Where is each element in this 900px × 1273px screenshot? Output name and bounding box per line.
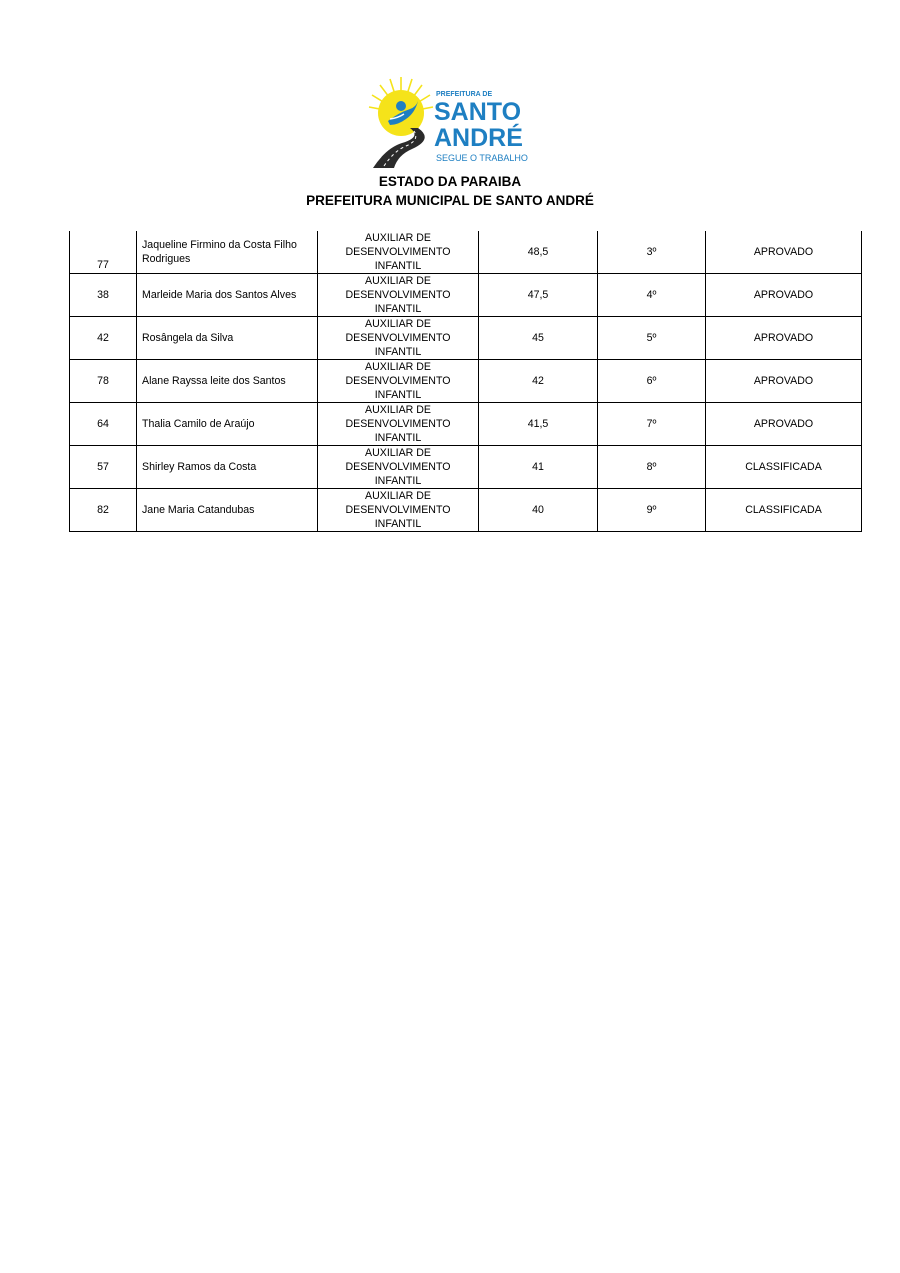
posicao-cell: 4º: [598, 274, 706, 317]
nota-cell: 41,5: [479, 403, 598, 446]
svg-text:ANDRÉ: ANDRÉ: [434, 124, 523, 152]
posicao-cell: 8º: [598, 446, 706, 489]
posicao-cell: 5º: [598, 317, 706, 360]
nome-cell: Alane Rayssa leite dos Santos: [137, 360, 318, 403]
state-title: ESTADO DA PARAIBA: [378, 174, 522, 189]
cargo-cell: AUXILIAR DE DESENVOLVIMENTO INFANTIL: [318, 360, 479, 403]
nome-cell: Thalia Camilo de Araújo: [137, 403, 318, 446]
inscricao-cell: 82: [70, 489, 137, 532]
situacao-cell: CLASSIFICADA: [706, 489, 862, 532]
posicao-cell: 9º: [598, 489, 706, 532]
table-row: [70, 489, 862, 532]
svg-text:SANTO: SANTO: [434, 98, 522, 126]
nota-cell: 42: [479, 360, 598, 403]
posicao-cell: 3º: [598, 231, 706, 274]
situacao-cell: APROVADO: [706, 403, 862, 446]
table-row: [70, 360, 862, 403]
inscricao-cell: 77: [70, 231, 137, 274]
nota-cell: 40: [479, 489, 598, 532]
nome-cell: Marleide Maria dos Santos Alves: [137, 274, 318, 317]
nota-cell: 48,5: [479, 231, 598, 274]
inscricao-cell: 57: [70, 446, 137, 489]
prefeitura-logo: [368, 73, 532, 169]
posicao-cell: 7º: [598, 403, 706, 446]
results-table: [69, 231, 862, 532]
table-row: [70, 446, 862, 489]
posicao-cell: 6º: [598, 360, 706, 403]
nota-cell: 41: [479, 446, 598, 489]
cargo-cell: AUXILIAR DE DESENVOLVIMENTO INFANTIL: [318, 403, 479, 446]
nome-cell: Shirley Ramos da Costa: [137, 446, 318, 489]
cargo-cell: AUXILIAR DE DESENVOLVIMENTO INFANTIL: [318, 446, 479, 489]
table-row: [70, 403, 862, 446]
nome-cell: Jaqueline Firmino da Costa Filho Rodrigues: [137, 231, 318, 274]
table-row: [70, 274, 862, 317]
municipality-title: PREFEITURA MUNICIPAL DE SANTO ANDRÉ: [306, 193, 594, 208]
table-row: [70, 231, 862, 274]
situacao-cell: APROVADO: [706, 274, 862, 317]
nome-cell: Jane Maria Catandubas: [137, 489, 318, 532]
inscricao-cell: 42: [70, 317, 137, 360]
inscricao-cell: 38: [70, 274, 137, 317]
cargo-cell: AUXILIAR DE DESENVOLVIMENTO INFANTIL: [318, 274, 479, 317]
inscricao-cell: 64: [70, 403, 137, 446]
document-header: [0, 172, 900, 210]
svg-text:PREFEITURA DE: PREFEITURA DE: [436, 91, 493, 98]
inscricao-cell: 78: [70, 360, 137, 403]
cargo-cell: AUXILIAR DE DESENVOLVIMENTO INFANTIL: [318, 317, 479, 360]
cargo-cell: AUXILIAR DE DESENVOLVIMENTO INFANTIL: [318, 489, 479, 532]
cargo-cell: AUXILIAR DE DESENVOLVIMENTO INFANTIL: [318, 231, 479, 274]
nome-cell: Rosângela da Silva: [137, 317, 318, 360]
nota-cell: 45: [479, 317, 598, 360]
svg-text:SEGUE O TRABALHO: SEGUE O TRABALHO: [436, 153, 528, 163]
logo-emblem-icon: [368, 73, 532, 169]
situacao-cell: CLASSIFICADA: [706, 446, 862, 489]
situacao-cell: APROVADO: [706, 317, 862, 360]
nota-cell: 47,5: [479, 274, 598, 317]
situacao-cell: APROVADO: [706, 231, 862, 274]
table-row: [70, 317, 862, 360]
situacao-cell: APROVADO: [706, 360, 862, 403]
